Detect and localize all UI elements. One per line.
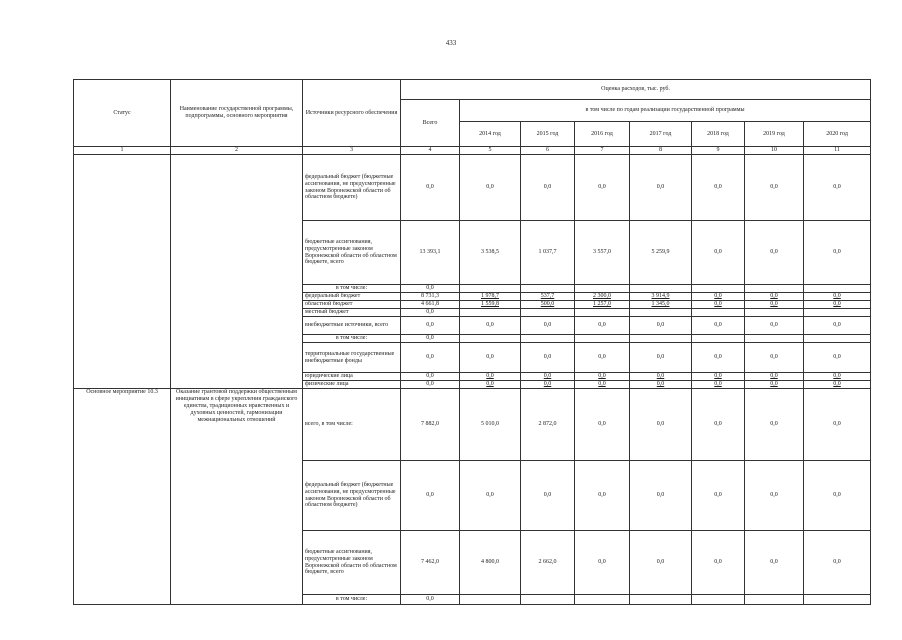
value-cell: 0,0 (692, 373, 745, 381)
total-cell: 0,0 (401, 373, 460, 381)
value-cell (460, 595, 521, 605)
value-cell (521, 335, 575, 343)
header-sources: Источники ресурсного обеспечения (303, 80, 401, 147)
value-cell: 0,0 (692, 301, 745, 309)
value-cell: 0,0 (745, 531, 804, 595)
value-cell: 1 345,0 (630, 301, 692, 309)
value-cell: 0,0 (745, 343, 804, 373)
value-cell: 0,0 (692, 317, 745, 335)
value-cell (630, 595, 692, 605)
value-cell: 0,0 (521, 461, 575, 531)
value-cell: 0,0 (575, 461, 630, 531)
value-cell: 3 538,5 (460, 221, 521, 285)
value-cell: 0,0 (460, 155, 521, 221)
header-year: 2020 год (804, 122, 871, 147)
value-cell: 0,0 (804, 343, 871, 373)
value-cell: 0,0 (630, 317, 692, 335)
budget-table (73, 79, 871, 605)
value-cell (804, 595, 871, 605)
value-cell (745, 595, 804, 605)
total-cell: 0,0 (401, 343, 460, 373)
column-number: 3 (303, 147, 401, 155)
value-cell: 0,0 (692, 461, 745, 531)
value-cell: 0,0 (745, 301, 804, 309)
source-cell: областной бюджет (303, 301, 401, 309)
value-cell: 0,0 (745, 381, 804, 389)
source-cell: в том числе: (303, 335, 401, 343)
source-cell: бюджетные ассигнования, предусмотренные законом Воронежской области об областном бюджете, всего (303, 531, 401, 595)
value-cell: 0,0 (575, 373, 630, 381)
value-cell: 2 662,0 (521, 531, 575, 595)
value-cell: 0,0 (692, 381, 745, 389)
total-cell: 7 882,0 (401, 389, 460, 461)
source-cell: внебюджетные источники, всего (303, 317, 401, 335)
value-cell (692, 335, 745, 343)
page-number: 433 (445, 39, 457, 47)
value-cell (575, 335, 630, 343)
value-cell: 1 257,0 (575, 301, 630, 309)
value-cell (521, 309, 575, 317)
column-number: 7 (575, 147, 630, 155)
source-cell: всего, в том числе: (303, 389, 401, 461)
value-cell: 0,0 (630, 531, 692, 595)
value-cell: 0,0 (521, 155, 575, 221)
table-body (74, 155, 871, 605)
value-cell (745, 309, 804, 317)
program-name-cell (171, 155, 303, 389)
value-cell: 0,0 (745, 461, 804, 531)
value-cell (575, 309, 630, 317)
column-number: 8 (630, 147, 692, 155)
value-cell (460, 309, 521, 317)
status-cell: Основное мероприятие 10.3 (74, 389, 171, 605)
value-cell: 500,0 (521, 301, 575, 309)
column-number: 11 (804, 147, 871, 155)
value-cell (630, 309, 692, 317)
value-cell (692, 595, 745, 605)
value-cell: 0,0 (692, 155, 745, 221)
value-cell: 0,0 (804, 155, 871, 221)
value-cell: 0,0 (521, 373, 575, 381)
total-cell: 0,0 (401, 155, 460, 221)
value-cell (575, 595, 630, 605)
source-cell: юридические лица (303, 373, 401, 381)
column-number: 4 (401, 147, 460, 155)
total-cell: 0,0 (401, 317, 460, 335)
source-cell: местный бюджет (303, 309, 401, 317)
header-total: Всего (401, 100, 460, 147)
value-cell: 0,0 (804, 221, 871, 285)
value-cell: 2 872,0 (521, 389, 575, 461)
value-cell: 0,0 (804, 293, 871, 301)
total-cell: 0,0 (401, 461, 460, 531)
value-cell (630, 285, 692, 293)
value-cell: 0,0 (575, 155, 630, 221)
value-cell (692, 309, 745, 317)
value-cell: 0,0 (745, 389, 804, 461)
total-cell: 4 661,8 (401, 301, 460, 309)
value-cell (575, 285, 630, 293)
header-year: 2017 год (630, 122, 692, 147)
value-cell: 0,0 (575, 389, 630, 461)
value-cell: 3 914,9 (630, 293, 692, 301)
header-estimate: Оценка расходов, тыс. руб. (401, 80, 871, 100)
value-cell: 0,0 (460, 373, 521, 381)
total-cell: 0,0 (401, 381, 460, 389)
source-cell: физические лица (303, 381, 401, 389)
value-cell: 0,0 (692, 389, 745, 461)
column-number: 5 (460, 147, 521, 155)
value-cell: 0,0 (460, 317, 521, 335)
value-cell: 0,0 (575, 531, 630, 595)
column-number: 10 (745, 147, 804, 155)
value-cell: 0,0 (630, 343, 692, 373)
value-cell: 0,0 (804, 531, 871, 595)
value-cell (460, 335, 521, 343)
value-cell: 0,0 (804, 373, 871, 381)
value-cell: 0,0 (745, 317, 804, 335)
value-cell (521, 285, 575, 293)
source-cell: федеральный бюджет (бюджетные ассигнования, не предусмотренные законом Воронежской области об областном бюджете) (303, 155, 401, 221)
source-cell: бюджетные ассигнования, предусмотренные законом Воронежской области об областном бюджете, всего (303, 221, 401, 285)
value-cell: 537,7 (521, 293, 575, 301)
source-cell: в том числе: (303, 595, 401, 605)
value-cell: 0,0 (630, 373, 692, 381)
header-year: 2018 год (692, 122, 745, 147)
value-cell: 0,0 (630, 155, 692, 221)
value-cell (804, 309, 871, 317)
value-cell: 0,0 (692, 293, 745, 301)
value-cell (804, 285, 871, 293)
header-by-years: в том числе по годам реализации государственной программы (460, 100, 871, 122)
total-cell: 0,0 (401, 335, 460, 343)
value-cell: 0,0 (804, 317, 871, 335)
value-cell: 0,0 (804, 301, 871, 309)
program-name-cell: Оказание грантовой поддержки общественным инициативам в сфере укрепления гражданского единства, традиционных нравственных и духовных ценностей, гармонизации межнациональных отношений (171, 389, 303, 605)
value-cell: 0,0 (804, 461, 871, 531)
table-row (74, 389, 871, 461)
value-cell: 0,0 (745, 373, 804, 381)
value-cell (804, 335, 871, 343)
value-cell: 0,0 (521, 317, 575, 335)
value-cell: 0,0 (630, 461, 692, 531)
header-status: Статус (74, 80, 171, 147)
value-cell: 5 010,0 (460, 389, 521, 461)
total-cell: 0,0 (401, 595, 460, 605)
source-cell: федеральный бюджет (бюджетные ассигнования, не предусмотренные законом Воронежской области об областном бюджете) (303, 461, 401, 531)
value-cell: 0,0 (521, 381, 575, 389)
total-cell: 7 462,0 (401, 531, 460, 595)
value-cell: 0,0 (745, 221, 804, 285)
value-cell: 0,0 (692, 343, 745, 373)
value-cell: 3 557,0 (575, 221, 630, 285)
value-cell (745, 335, 804, 343)
status-cell (74, 155, 171, 389)
header-year: 2016 год (575, 122, 630, 147)
value-cell: 0,0 (692, 221, 745, 285)
total-cell: 0,0 (401, 309, 460, 317)
value-cell: 0,0 (460, 381, 521, 389)
value-cell: 1 037,7 (521, 221, 575, 285)
value-cell (692, 285, 745, 293)
header-year: 2015 год (521, 122, 575, 147)
value-cell (460, 285, 521, 293)
value-cell: 4 800,0 (460, 531, 521, 595)
header-name: Наименование государственной программы, подпрограммы, основного мероприятия (171, 80, 303, 147)
source-cell: территориальные государственные внебюджетные фонды (303, 343, 401, 373)
total-cell: 0,0 (401, 285, 460, 293)
value-cell: 0,0 (575, 317, 630, 335)
value-cell: 1 559,8 (460, 301, 521, 309)
header-year: 2019 год (745, 122, 804, 147)
value-cell: 0,0 (804, 389, 871, 461)
value-cell (745, 285, 804, 293)
value-cell: 0,0 (630, 389, 692, 461)
value-cell: 0,0 (521, 343, 575, 373)
value-cell: 0,0 (460, 461, 521, 531)
value-cell: 0,0 (745, 293, 804, 301)
total-cell: 8 731,3 (401, 293, 460, 301)
total-cell: 13 393,1 (401, 221, 460, 285)
value-cell: 2 300,0 (575, 293, 630, 301)
header-year: 2014 год (460, 122, 521, 147)
value-cell: 1 978,7 (460, 293, 521, 301)
source-cell: в том числе: (303, 285, 401, 293)
value-cell (521, 595, 575, 605)
value-cell: 0,0 (575, 343, 630, 373)
column-number: 6 (521, 147, 575, 155)
value-cell: 0,0 (692, 531, 745, 595)
value-cell: 0,0 (804, 381, 871, 389)
value-cell: 0,0 (745, 155, 804, 221)
value-cell: 0,0 (630, 381, 692, 389)
column-number: 1 (74, 147, 171, 155)
column-number: 2 (171, 147, 303, 155)
value-cell (630, 335, 692, 343)
column-number: 9 (692, 147, 745, 155)
source-cell: федеральный бюджет (303, 293, 401, 301)
value-cell: 5 259,9 (630, 221, 692, 285)
value-cell: 0,0 (460, 343, 521, 373)
value-cell: 0,0 (575, 381, 630, 389)
table-row (74, 155, 871, 221)
